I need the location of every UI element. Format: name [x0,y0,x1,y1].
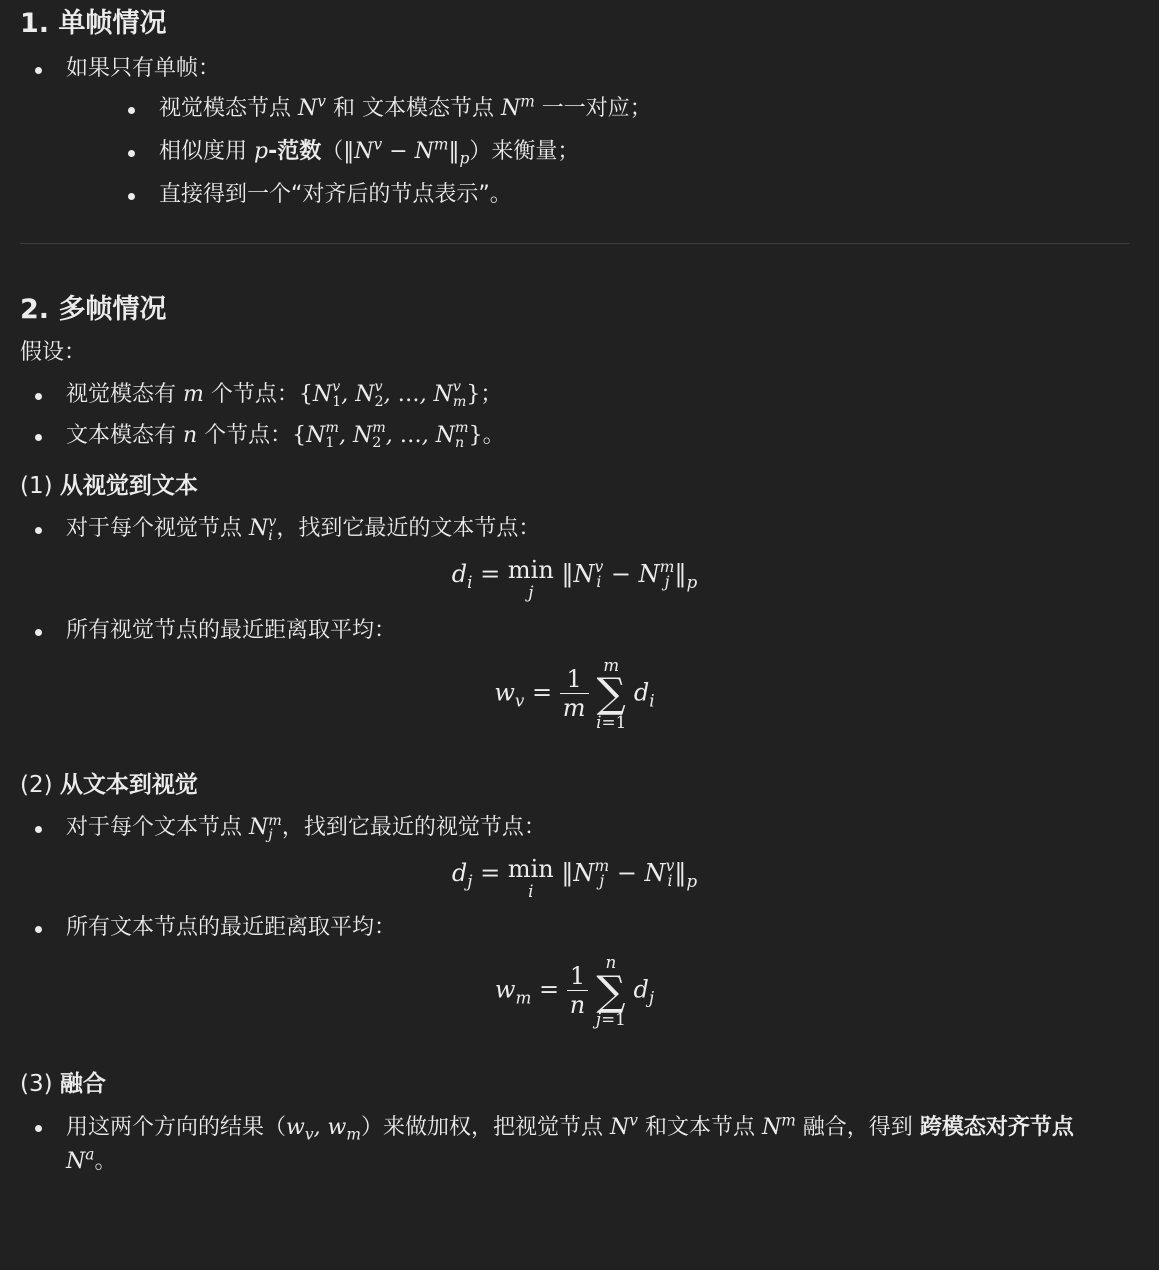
list-item: 所有视觉节点的最近距离取平均： [20,615,1129,647]
list-item: 用这两个方向的结果（$w_v$, $w_m$）来做加权，把视觉节点 $N^v$ 和文本节点 $N^m$ 融合，得到 跨模态对齐节点 $N^a$。 [20,1111,1129,1179]
divider [20,243,1129,244]
list-item: 所有文本节点的最近距离取平均： [20,912,1129,944]
math-p: p [254,138,269,164]
assume-list [20,379,1129,452]
list-item: 相似度用 p-范数（$‖N^v$ − $N^m‖_p$）来衡量； [66,136,1129,168]
subsection-1-list [20,513,1129,545]
subsection-3-list [20,1111,1129,1179]
list-item: 直接得到一个“对齐后的节点表示”。 [66,179,1129,211]
math-pnorm: $‖N^v$ − $N^m‖_p$ [343,135,470,168]
math-nv: $N^v$ [298,92,326,122]
subsection-2-list [20,812,1129,844]
list-item: 如果只有单帧： 视觉模态节点 $N^v$ 和 文本模态节点 $N^m$ 一一对应； 相似度用 p-范数（$‖N^v$ − $N^m‖_p$）来衡量； 直接得到一个“对齐后的节点表示”。 [20,53,1129,211]
list-item: 视觉模态有 m 个节点：{N v 1 , N v 2 , …, N v m }； [20,379,1129,411]
equation-wv: $w_v$ = $\frac{1}{m}$ m ∑ i=1 $d_i$ [494,654,655,733]
assume-text: 假设： [20,339,87,365]
equation-wm: $w_m$ = $\frac{1}{n}$ n ∑ j=1 $d_j$ [494,951,655,1030]
list-item: 对于每个文本节点 N m j ，找到它最近的视觉节点： [20,812,1129,844]
subsection-2-heading: (2) 从文本到视觉 [20,771,198,798]
document [0,2,1159,1179]
section-1-list [20,53,1129,211]
math-nm: $N^m$ [500,92,535,122]
subsection-3-heading: (3) 融合 [20,1070,106,1097]
section-1-heading: 1. 单帧情况 [20,8,167,39]
list-item: 视觉模态节点 $N^v$ 和 文本模态节点 $N^m$ 一一对应； [66,93,1129,125]
math-visual-set: {N v 1 , N v 2 , …, N v m } [298,379,481,410]
equation-di: $d_i = \min$ j ‖N v i − N m j $‖_p$ [451,555,698,603]
math-text-set: {N m 1 , N m 2 , …, N m n } [292,420,483,451]
nested-list [66,93,1129,211]
section-2-heading: 2. 多帧情况 [20,293,167,325]
subsection-1-heading: (1) 从视觉到文本 [20,472,198,499]
list-item: 对于每个视觉节点 N v i ，找到它最近的文本节点： [20,513,1129,545]
list-item: 文本模态有 n 个节点：{N m 1 , N m 2 , …, N m n }。 [20,420,1129,452]
equation-dj: $d_j = \min$ i ‖N m j − N v i $‖_p$ [451,854,698,902]
